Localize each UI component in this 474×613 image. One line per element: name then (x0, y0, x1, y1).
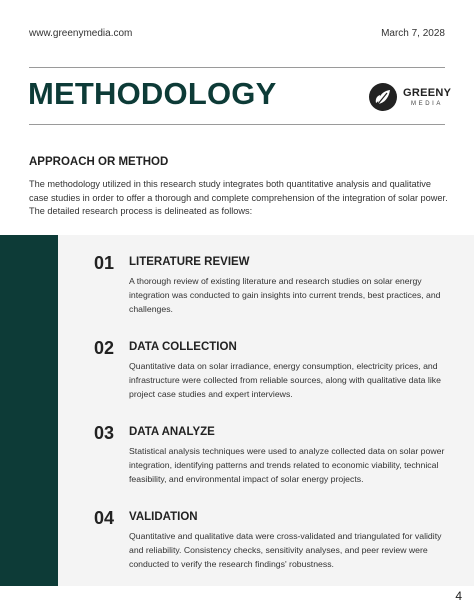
step-number: 03 (94, 423, 115, 443)
website-url: www.greenymedia.com (29, 28, 133, 39)
logo-subtitle: MEDIA (411, 100, 444, 107)
intro-paragraph: The methodology utilized in this research study integrates both quantitative analysis and qualitative case studies in order to offer a thorough and complete comprehension of the integration of solar power. The detailed research process is delineated as follows: (29, 179, 448, 216)
step-title: DATA ANALYZE (129, 426, 215, 438)
header-bar (29, 28, 445, 39)
step-number: 02 (94, 338, 115, 358)
step-description: Quantitative and qualitative data were cross-validated and triangulated for validity and reliability. Consistency checks, sensitivity analyses, and peer review were conducted to verify the research findings' robustness. (129, 531, 442, 569)
leaf-icon (368, 82, 398, 112)
date-label: March 7, 2028 (381, 28, 445, 39)
section-heading: APPROACH OR METHOD (29, 156, 169, 168)
step-description: A thorough review of existing literature and research studies on solar energy integration was conducted to gain insights into current trends, best practices, and challenges. (129, 276, 441, 314)
step-title: VALIDATION (129, 511, 198, 523)
step-number: 04 (94, 508, 115, 528)
page-number: 4 (455, 589, 462, 603)
logo-name: GREENY (403, 86, 452, 99)
step-title: LITERATURE REVIEW (129, 256, 250, 268)
step-title: DATA COLLECTION (129, 341, 237, 353)
company-logo (368, 82, 451, 112)
accent-bar (0, 235, 58, 586)
top-divider (29, 67, 445, 68)
step-number: 01 (94, 253, 115, 273)
step-description: Quantitative data on solar irradiance, energy consumption, electricity prices, and infrastructure were collected from reliable sources, along with qualitative data like project case studies and expert interviews. (129, 361, 441, 399)
page-title: METHODOLOGY (28, 76, 277, 111)
bottom-divider (29, 124, 445, 125)
step-description: Statistical analysis techniques were used to analyze collected data on solar power integration, identifying patterns and trends related to economic viability, technical feasibility, and environmental impact of solar energy projects. (129, 446, 445, 484)
